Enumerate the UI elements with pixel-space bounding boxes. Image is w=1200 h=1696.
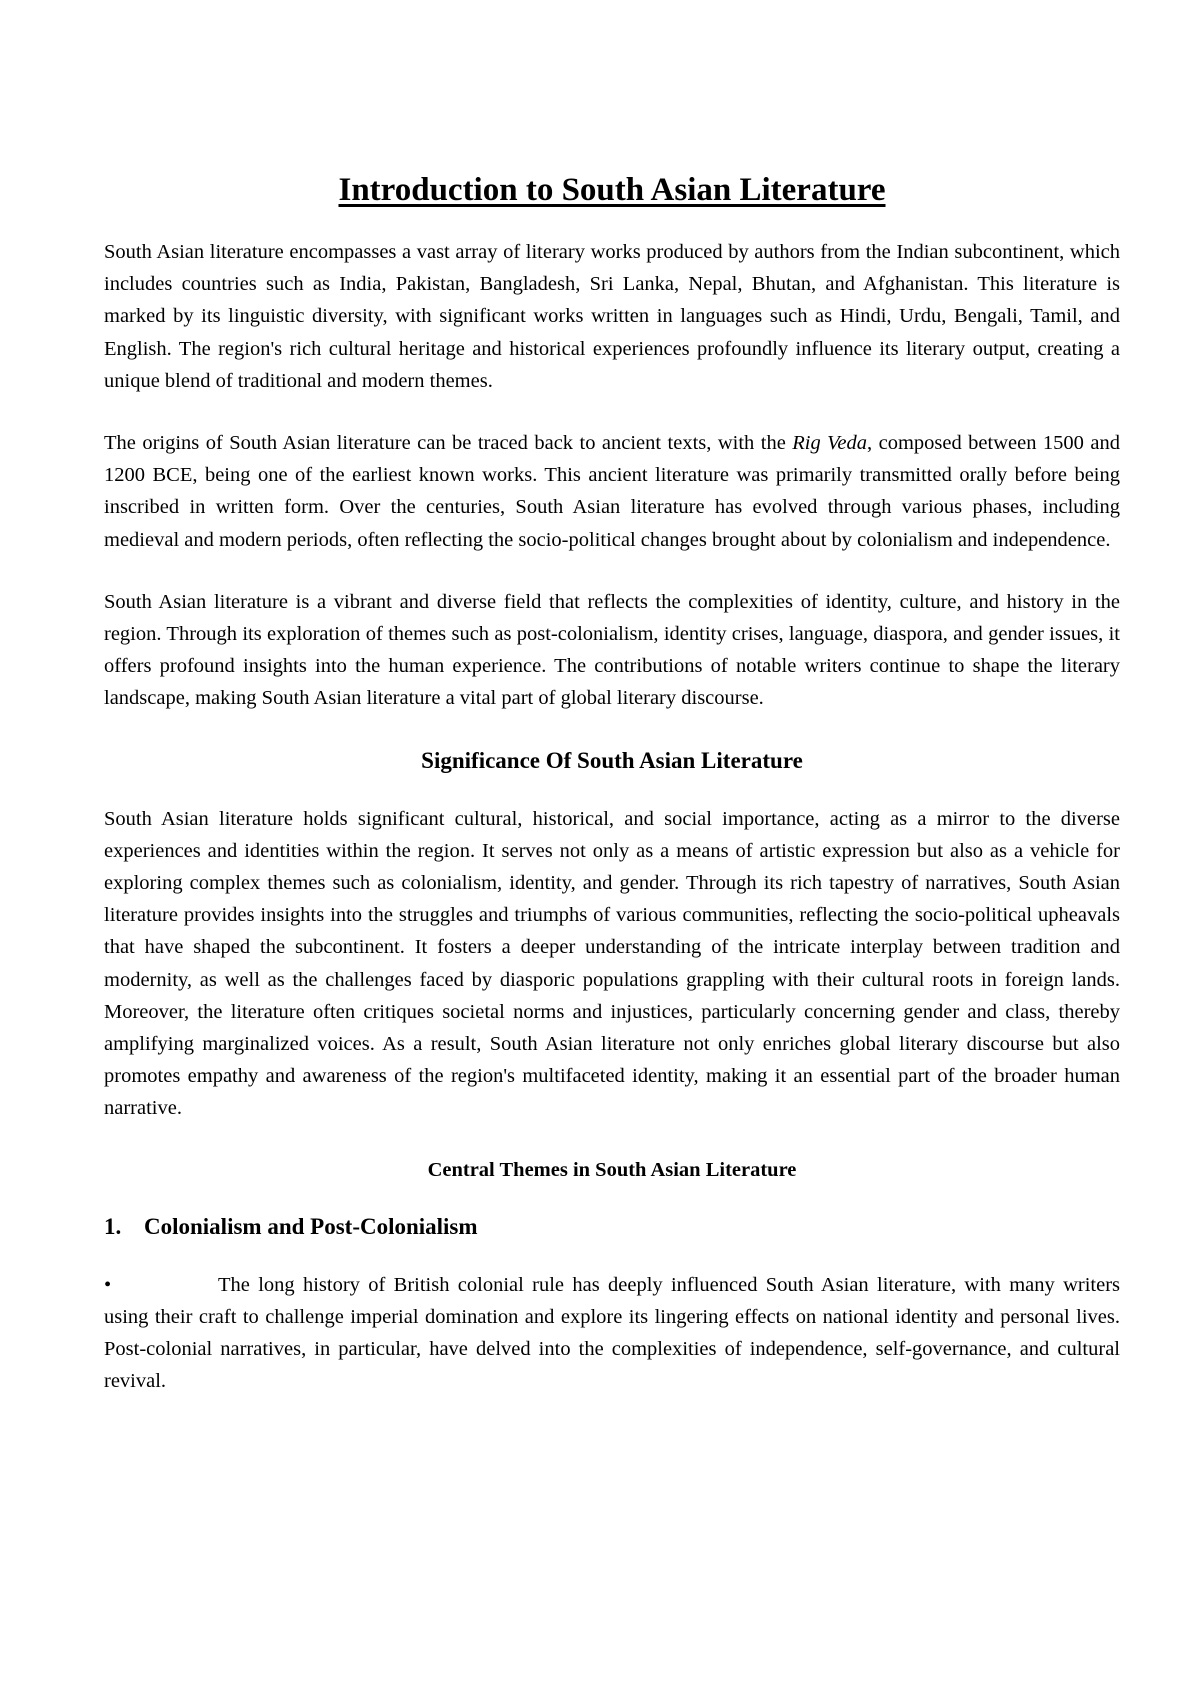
- theme-1-bullet: [104, 1269, 1120, 1398]
- rig-veda-title: Rig Veda: [792, 432, 868, 455]
- intro-paragraph-2-end: , composed between 1500 and 1200 BCE, being one of the earliest known works. This ancient literature was primarily transmitted orally before being inscribed in written form. Over the centuries, South Asian literature has evolved through various phases, including medieval and modern periods, often reflecting the socio-political changes brought about by colonialism and independence.: [104, 432, 1120, 551]
- significance-paragraph: South Asian literature holds significant cultural, historical, and social importance, acting as a mirror to the diverse experiences and identities within the region. It serves not only as a means of artistic expression but also as a vehicle for exploring complex themes such as colonialism, identity, and gender. Through its rich tapestry of narratives, South Asian literature provides insights into the struggles and triumphs of various communities, reflecting the socio-political upheavals that have shaped the subcontinent. It fosters a deeper understanding of the intricate interplay between tradition and modernity, as well as the challenges faced by diasporic populations grappling with their cultural roots in foreign lands. Moreover, the literature often critiques societal norms and injustices, particularly concerning gender and class, thereby amplifying marginalized voices. As a result, South Asian literature not only enriches global literary discourse but also promotes empathy and awareness of the region's multifaceted identity, making it an essential part of the broader human narrative.: [104, 807, 1120, 1120]
- bullet-icon: •: [104, 1273, 112, 1296]
- theme-1-heading: [104, 1211, 1120, 1243]
- document-title: Introduction to South Asian Literature: [338, 172, 886, 208]
- theme-1-bullet-text: The long history of British colonial rule has deeply influenced South Asian literature, with many writers using their craft to challenge imperial domination and explore its lingering effects on national identity and personal lives. Post-colonial narratives, in particular, have delved into the complexities of independence, self-governance, and cultural revival.: [104, 1273, 1120, 1393]
- intro-paragraph-3: South Asian literature is a vibrant and diverse field that reflects the complexities of identity, culture, and history in the region. Through its exploration of themes such as post-colonialism, identity crises, language, diaspora, and gender issues, it offers profound insights into the human experience. The contributions of notable writers continue to shape the literary landscape, making South Asian literature a vital part of global literary discourse.: [104, 590, 1120, 710]
- document-page: [104, 170, 1120, 1397]
- themes-heading: Central Themes in South Asian Literature: [427, 1158, 797, 1181]
- theme-1-title: Colonialism and Post-Colonialism: [144, 1213, 478, 1239]
- intro-paragraph-1: South Asian literature encompasses a vast array of literary works produced by authors from the Indian subcontinent, which includes countries such as India, Pakistan, Bangladesh, Sri Lanka, Nepal, Bhutan, and Afghanistan. This literature is marked by its linguistic diversity, with significant works written in languages such as Hindi, Urdu, Bengali, Tamil, and English. The region's rich cultural heritage and historical experiences profoundly influence its literary output, creating a unique blend of traditional and modern themes.: [104, 241, 1120, 392]
- theme-1-number: 1.: [104, 1213, 122, 1239]
- intro-paragraph-2: [104, 427, 1120, 556]
- significance-heading: Significance Of South Asian Literature: [421, 747, 803, 773]
- intro-paragraph-2-start: The origins of South Asian literature can be traced back to ancient texts, with the: [104, 432, 793, 455]
